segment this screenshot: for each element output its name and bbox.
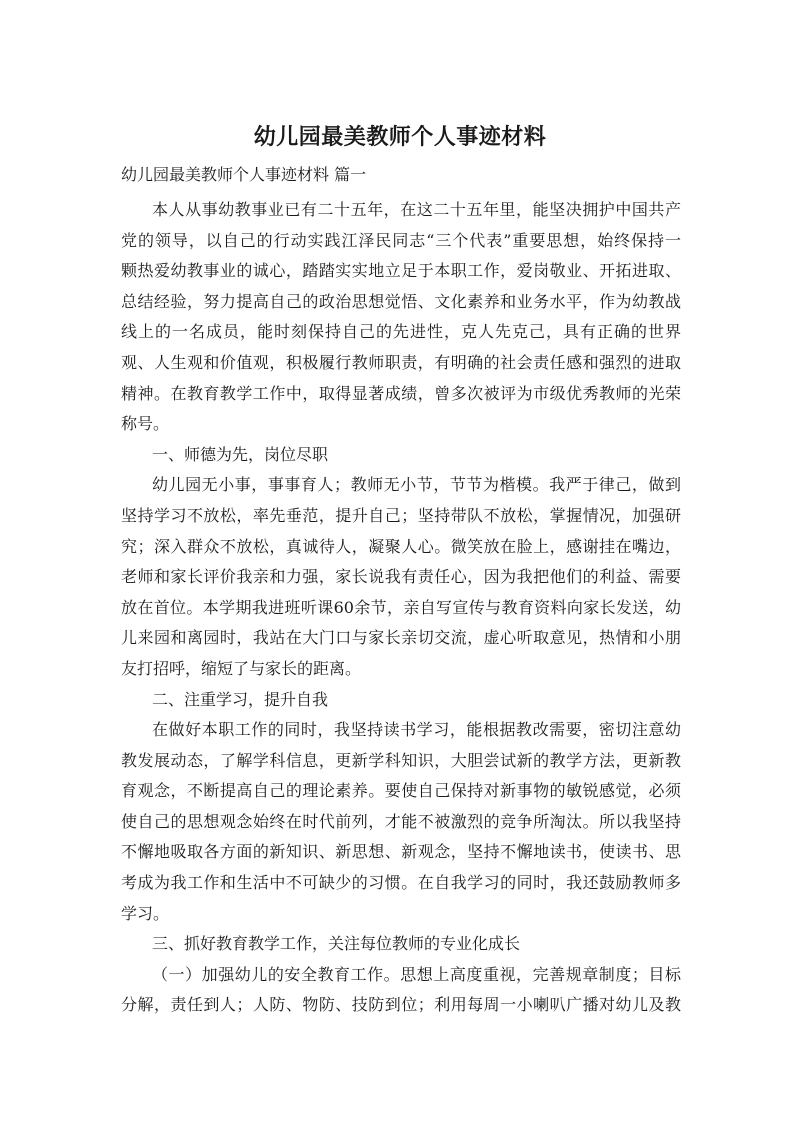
paragraph-line: 友打招呼，缩短了与家长的距离。 (121, 658, 362, 678)
section-heading: 一、师德为先，岗位尽职 (152, 444, 329, 464)
paragraph-line: 总结经验，努力提高自己的政治思想觉悟、文化素养和业务水平，作为幼教战 (121, 291, 681, 311)
section-subtitle: 幼儿园最美教师个人事迹材料 篇一 (121, 165, 367, 184)
paragraph-line: 在做好本职工作的同时，我坚持读书学习，能根据教改需要，密切注意幼 (152, 720, 681, 740)
section-heading: 三、抓好教育教学工作，关注每位教师的专业化成长 (152, 934, 521, 954)
paragraph-line: 颗热爱幼教事业的诚心，踏踏实实地立足于本职工作，爱岗敬业、开拓进取、 (121, 261, 681, 281)
document-body (121, 195, 681, 1021)
page-title: 幼儿园最美教师个人事迹材料 (253, 125, 547, 150)
paragraph-line: 儿来园和离园时，我站在大门口与家长亲切交流，虚心听取意见，热情和小朋 (121, 628, 681, 648)
paragraph-line: （一）加强幼儿的安全教育工作。思想上高度重视，完善规章制度；目标 (152, 964, 681, 984)
paragraph-line: 究；深入群众不放松，真诚待人，凝聚人心。微笑放在脸上，感谢挂在嘴边， (121, 536, 681, 556)
paragraph-line: 教发展动态，了解学科信息，更新学科知识，大胆尝试新的教学方法，更新教 (121, 750, 681, 770)
paragraph-line: 称号。 (121, 414, 170, 434)
paragraph-line: 线上的一名成员，能时刻保持自己的先进性，克人先克己，具有正确的世界 (121, 322, 681, 342)
paragraph-line: 学习。 (121, 903, 170, 923)
section-heading: 二、注重学习，提升自我 (152, 689, 329, 709)
paragraph-line: 分解，责任到人；人防、物防、技防到位；利用每周一小喇叭广播对幼儿及教 (121, 995, 681, 1015)
paragraph-line: 老师和家长评价我亲和力强，家长说我有责任心，因为我把他们的利益、需要 (121, 567, 681, 587)
paragraph-line: 放在首位。本学期我进班听课60余节，亲自写宣传与教育资料向家长发送，幼 (121, 597, 681, 617)
paragraph-line: 育观念，不断提高自己的理论素养。要使自己保持对新事物的敏锐感觉，必须 (121, 781, 681, 801)
paragraph-line: 本人从事幼教事业已有二十五年，在这二十五年里，能坚决拥护中国共产 (152, 200, 681, 219)
paragraph-line: 考成为我工作和生活中不可缺少的习惯。在自我学习的同时，我还鼓励教师多 (121, 873, 681, 893)
paragraph-line: 使自己的思想观念始终在时代前列，才能不被激烈的竞争所淘汰。所以我坚持 (121, 811, 681, 831)
paragraph-line: 坚持学习不放松，率先垂范，提升自己；坚持带队不放松，掌握情况，加强研 (121, 505, 681, 525)
paragraph-line: 幼儿园无小事，事事育人；教师无小节，节节为楷模。我严于律己，做到 (152, 475, 681, 495)
paragraph-line: 不懈地吸取各方面的新知识、新思想、新观念，坚持不懈地读书，使读书、思 (121, 842, 681, 862)
paragraph-line: 精神。在教育教学工作中，取得显著成绩，曾多次被评为市级优秀教师的光荣 (121, 383, 681, 403)
paragraph-line: 观、人生观和价值观，积极履行教师职责，有明确的社会责任感和强烈的进取 (121, 352, 681, 372)
paragraph-line: 党的领导，以自己的行动实践江泽民同志“三个代表”重要思想，始终保持一 (121, 230, 681, 250)
